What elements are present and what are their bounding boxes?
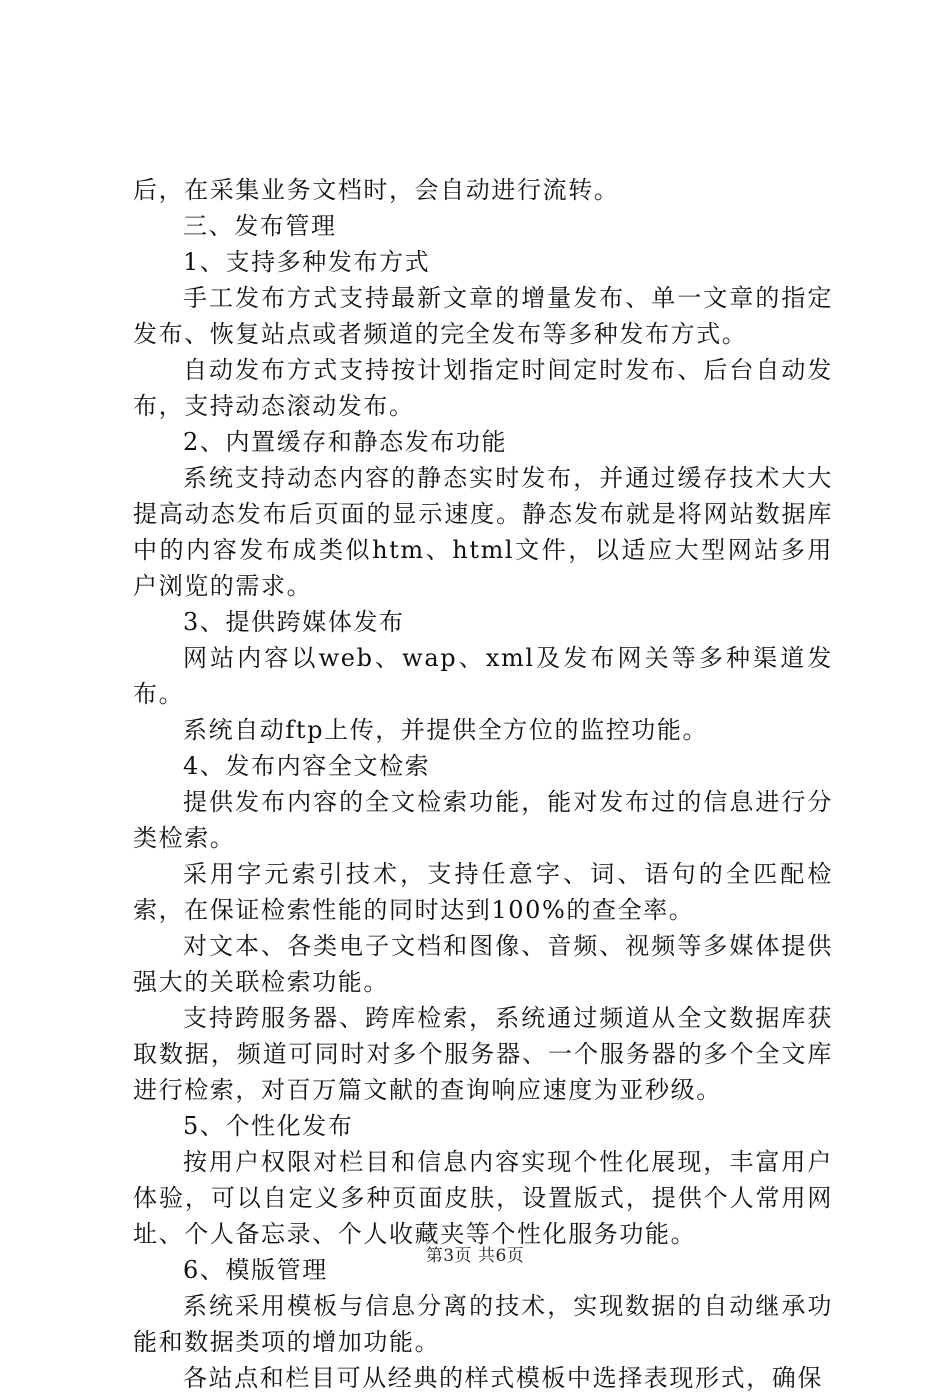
subsection-heading: 5、个性化发布 (183, 1112, 354, 1140)
paragraph: 各站点和栏目可从经典的样式模板中选择表现形式，确保 (183, 1364, 823, 1392)
paragraph: 对文本、各类电子文档和图像、音频、视频等多媒体提供强大的关联检索功能。 (133, 932, 833, 996)
subsection-heading: 4、发布内容全文检索 (183, 752, 431, 780)
section-heading: 三、发布管理 (183, 212, 337, 240)
paragraph: 提供发布内容的全文检索功能，能对发布过的信息进行分类检索。 (133, 788, 833, 852)
paragraph: 手工发布方式支持最新文章的增量发布、单一文章的指定发布、恢复站点或者频道的完全发布等多种发布方式。 (133, 284, 833, 348)
paragraph: 采用字元索引技术，支持任意字、词、语句的全匹配检索，在保证检索性能的同时达到100%的查全率。 (133, 860, 833, 924)
paragraph: 按用户权限对栏目和信息内容实现个性化展现，丰富用户体验，可以自定义多种页面皮肤，设置版式，提供个人常用网址、个人备忘录、个人收藏夹等个性化服务功能。 (133, 1148, 833, 1248)
paragraph: 系统自动ftp上传，并提供全方位的监控功能。 (183, 716, 709, 744)
subsection-heading: 6、模版管理 (183, 1256, 328, 1284)
paragraph: 自动发布方式支持按计划指定时间定时发布、后台自动发布，支持动态滚动发布。 (133, 356, 833, 420)
document-body (133, 172, 833, 1396)
subsection-heading: 2、内置缓存和静态发布功能 (183, 428, 508, 456)
subsection-heading: 1、支持多种发布方式 (183, 248, 431, 276)
paragraph: 系统支持动态内容的静态实时发布，并通过缓存技术大大提高动态发布后页面的显示速度。静态发布就是将网站数据库中的内容发布成类似htm、html文件，以适应大型网站多用户浏览的需求。 (133, 464, 833, 600)
subsection-heading: 3、提供跨媒体发布 (183, 608, 405, 636)
page-number-footer: 第3页 共6页 (425, 1246, 525, 1266)
paragraph: 支持跨服务器、跨库检索，系统通过频道从全文数据库获取数据，频道可同时对多个服务器、一个服务器的多个全文库进行检索，对百万篇文献的查询响应速度为亚秒级。 (133, 1004, 833, 1104)
paragraph: 系统采用模板与信息分离的技术，实现数据的自动继承功能和数据类项的增加功能。 (133, 1292, 833, 1356)
paragraph: 后，在采集业务文档时，会自动进行流转。 (133, 176, 620, 204)
paragraph: 网站内容以web、wap、xml及发布网关等多种渠道发布。 (133, 644, 833, 708)
